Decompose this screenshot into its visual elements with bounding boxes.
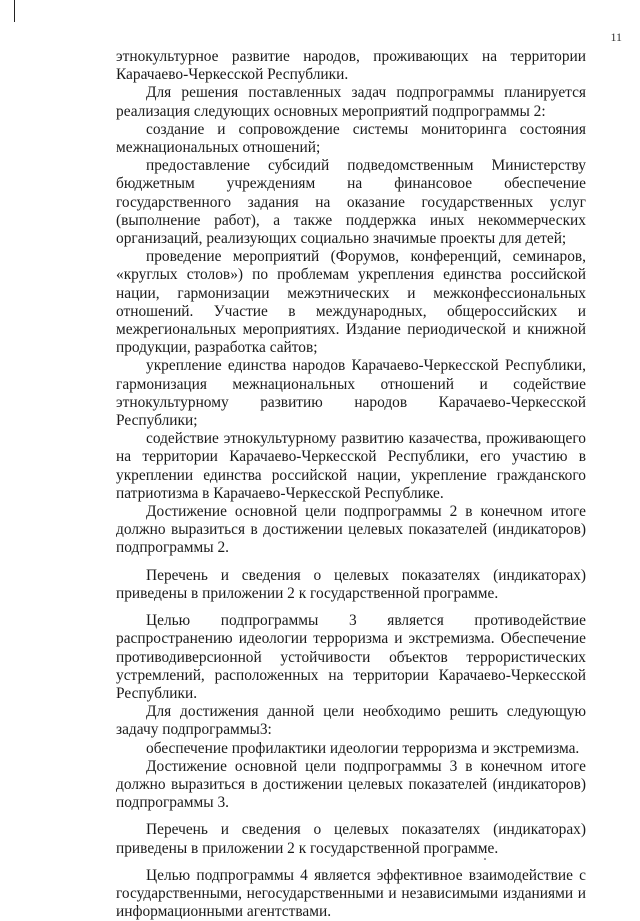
paragraph-7: содействие этнокультурному развитию казачества, проживающего на территории Карачаево-Черкесской Республики, его участию в укреплении единства российской нации, укрепление гражданского патриотизма в Карачаево-Черкесской Республике. <box>116 430 586 502</box>
page-number: 11 <box>610 30 622 44</box>
paragraph-1: этнокультурное развитие народов, проживающих на территории Карачаево-Черкесской Республики. <box>116 48 586 84</box>
paragraph-3: создание и сопровождение системы мониторинга состояния межнациональных отношений; <box>116 120 586 157</box>
paragraph-6: укрепление единства народов Карачаево-Черкесской Республики, гармонизация межнациональных отношений и содействие этнокультурному развитию народов Карачаево-Черкесской Республики; <box>116 357 586 430</box>
scan-speck <box>484 858 486 860</box>
paragraph-10: Целью подпрограммы 3 является противодействие распространению идеологии терроризма и экстремизма. Обеспечение противодиверсионной устойчивости объектов террористических устремлений, расположенных на территории Карачаево-Черкесской Республики. <box>116 612 586 702</box>
paragraph-8: Достижение основной цели подпрограммы 2 в конечном итоге должно выразиться в достижении целевых показателей (индикаторов) подпрограммы 2. <box>116 503 586 557</box>
scan-edge-mark <box>14 0 15 22</box>
paragraph-4: предоставление субсидий подведомственным Министерству бюджетным учреждениям на финансовое обеспечение государственного задания на оказание государственных услуг (выполнение работ), а также поддержка иных некоммерческих организаций, реализующих социально значимые проекты для детей; <box>116 157 586 248</box>
paragraph-14: Перечень и сведения о целевых показателях (индикаторах) приведены в приложении 2 к государственной программе. <box>116 821 586 857</box>
paragraph-13: Достижение основной цели подпрограммы 3 в конечном итоге должно выразиться в достижении целевых показателей (индикаторов) подпрограммы 3. <box>116 757 586 812</box>
paragraph-9: Перечень и сведения о целевых показателях (индикаторах) приведены в приложении 2 к государственной программе. <box>116 566 586 602</box>
paragraph-15: Целью подпрограммы 4 является эффективное взаимодействие с государственными, негосударственными и независимыми изданиями и информационными агентствами. <box>116 866 586 921</box>
paragraph-12: обеспечение профилактики идеологии терроризма и экстремизма. <box>146 739 580 757</box>
paragraph-5: проведение мероприятий (Форумов, конференций, семинаров, «круглых столов») по проблемам укрепления единства российской нации, гармонизации межэтнических и межконфессиональных отношений. Участие в международных, общероссийских и межрегиональных мероприятиях. Издание периодической и книжной продукции, разработка сайтов; <box>116 248 586 357</box>
document-body <box>116 48 586 921</box>
paragraph-2: Для решения поставленных задач подпрограммы планируется реализация следующих основных мероприятий подпрограммы 2: <box>116 84 586 120</box>
paragraph-11: Для достижения данной цели необходимо решить следующую задачу подпрограммы3: <box>116 703 586 739</box>
